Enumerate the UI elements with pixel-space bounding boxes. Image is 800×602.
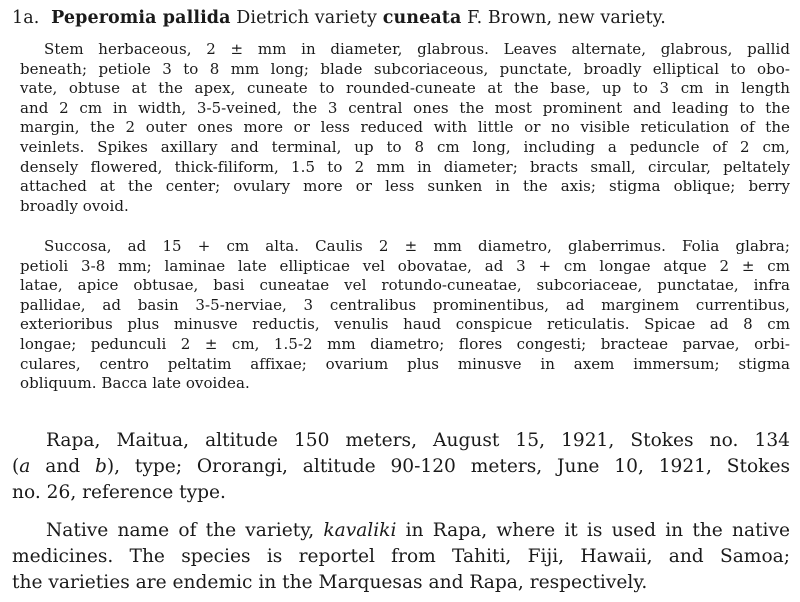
description-line: attached at the center; ovulary more or less sunken in the axis; stigma oblique; berry [20, 177, 790, 196]
latin-description [20, 237, 790, 394]
heading-variety-author: F. Brown, new variety. [467, 8, 666, 28]
description-line: and 2 cm in width, 3-5-veined, the 3 central ones the most prominent and leading to the [20, 98, 790, 117]
latin-line: Succosa, ad 15 + cm alta. Caulis 2 ± mm diametro, glaberrimus. Folia glabra; [44, 237, 790, 255]
native-name-term: kavaliki [323, 520, 397, 541]
description-line: vate, obtuse at the apex, cuneate to rounded-cuneate at the base, up to 3 cm in length [20, 79, 790, 98]
specimens-text: and [30, 456, 96, 477]
specimens-text: ), type; Ororangi, altitude 90-120 meters, June 10, 1921, Stokes [106, 456, 790, 477]
english-description [20, 40, 790, 216]
description-line: densely flowered, thick-filiform, 1.5 to 2 mm in diameter; bracts small, circular, peltately [20, 157, 790, 176]
native-name-paragraph [12, 518, 790, 596]
heading-variety-name: cuneata [382, 8, 462, 28]
latin-line: longae; pedunculi 2 ± cm, 1.5-2 mm diametro; flores congesti; bracteae parvae, orbi- [20, 334, 790, 353]
native-text: Native name of the variety, [46, 520, 324, 541]
latin-line: latae, apice obtusae, basi cuneatae vel rotundo-cuneatae, subcoriaceae, punctatae, infra [20, 276, 790, 295]
description-line: broadly ovoid. [20, 196, 129, 215]
latin-line: petioli 3-8 mm; laminae late ellipticae vel obovatae, ad 3 + cm longae atque 2 ± cm [20, 256, 790, 275]
native-line [12, 518, 790, 544]
native-line: the varieties are endemic in the Marquesas and Rapa, respectively. [12, 572, 648, 593]
specimen-label-a: a [19, 456, 31, 477]
latin-line: pallidae, ad basin 3-5-nerviae, 3 centralibus prominentibus, ad marginem currentibus, [20, 295, 790, 314]
specimens-line: no. 26, reference type. [12, 482, 226, 503]
native-line: medicines. The species is reportel from Tahiti, Fiji, Hawaii, and Samoa; [12, 546, 790, 567]
latin-line: culares, centro peltatim affixae; ovarium plus minusve in axem immersum; stigma [20, 354, 790, 373]
specimen-label-b: b [95, 456, 107, 477]
heading-author: Dietrich variety [236, 8, 378, 28]
description-line: veinlets. Spikes axillary and terminal, up to 8 cm long, including a peduncle of 2 cm, [20, 137, 790, 156]
description-line: margin, the 2 outer ones more or less reduced with little or no visible reticulation of the [20, 118, 790, 137]
specimens-paragraph [12, 428, 790, 506]
heading-number: 1a. [12, 8, 40, 28]
native-text: in Rapa, where it is used in the native [396, 520, 790, 541]
species-heading [12, 6, 792, 30]
heading-species-name: Peperomia pallida [51, 8, 231, 28]
specimens-text: ( [12, 456, 20, 477]
specimens-line [12, 454, 790, 480]
latin-line: exterioribus plus minusve reductis, venulis haud conspicue reticulatis. Spicae ad 8 cm [20, 315, 790, 334]
description-line: beneath; petiole 3 to 8 mm long; blade subcoriaceous, punctate, broadly elliptical to obo- [20, 59, 790, 78]
latin-line: obliquum. Bacca late ovoidea. [20, 374, 250, 393]
specimens-line: Rapa, Maitua, altitude 150 meters, August 15, 1921, Stokes no. 134 [46, 430, 790, 451]
description-line: Stem herbaceous, 2 ± mm in diameter, glabrous. Leaves alternate, glabrous, pallid [44, 40, 790, 58]
